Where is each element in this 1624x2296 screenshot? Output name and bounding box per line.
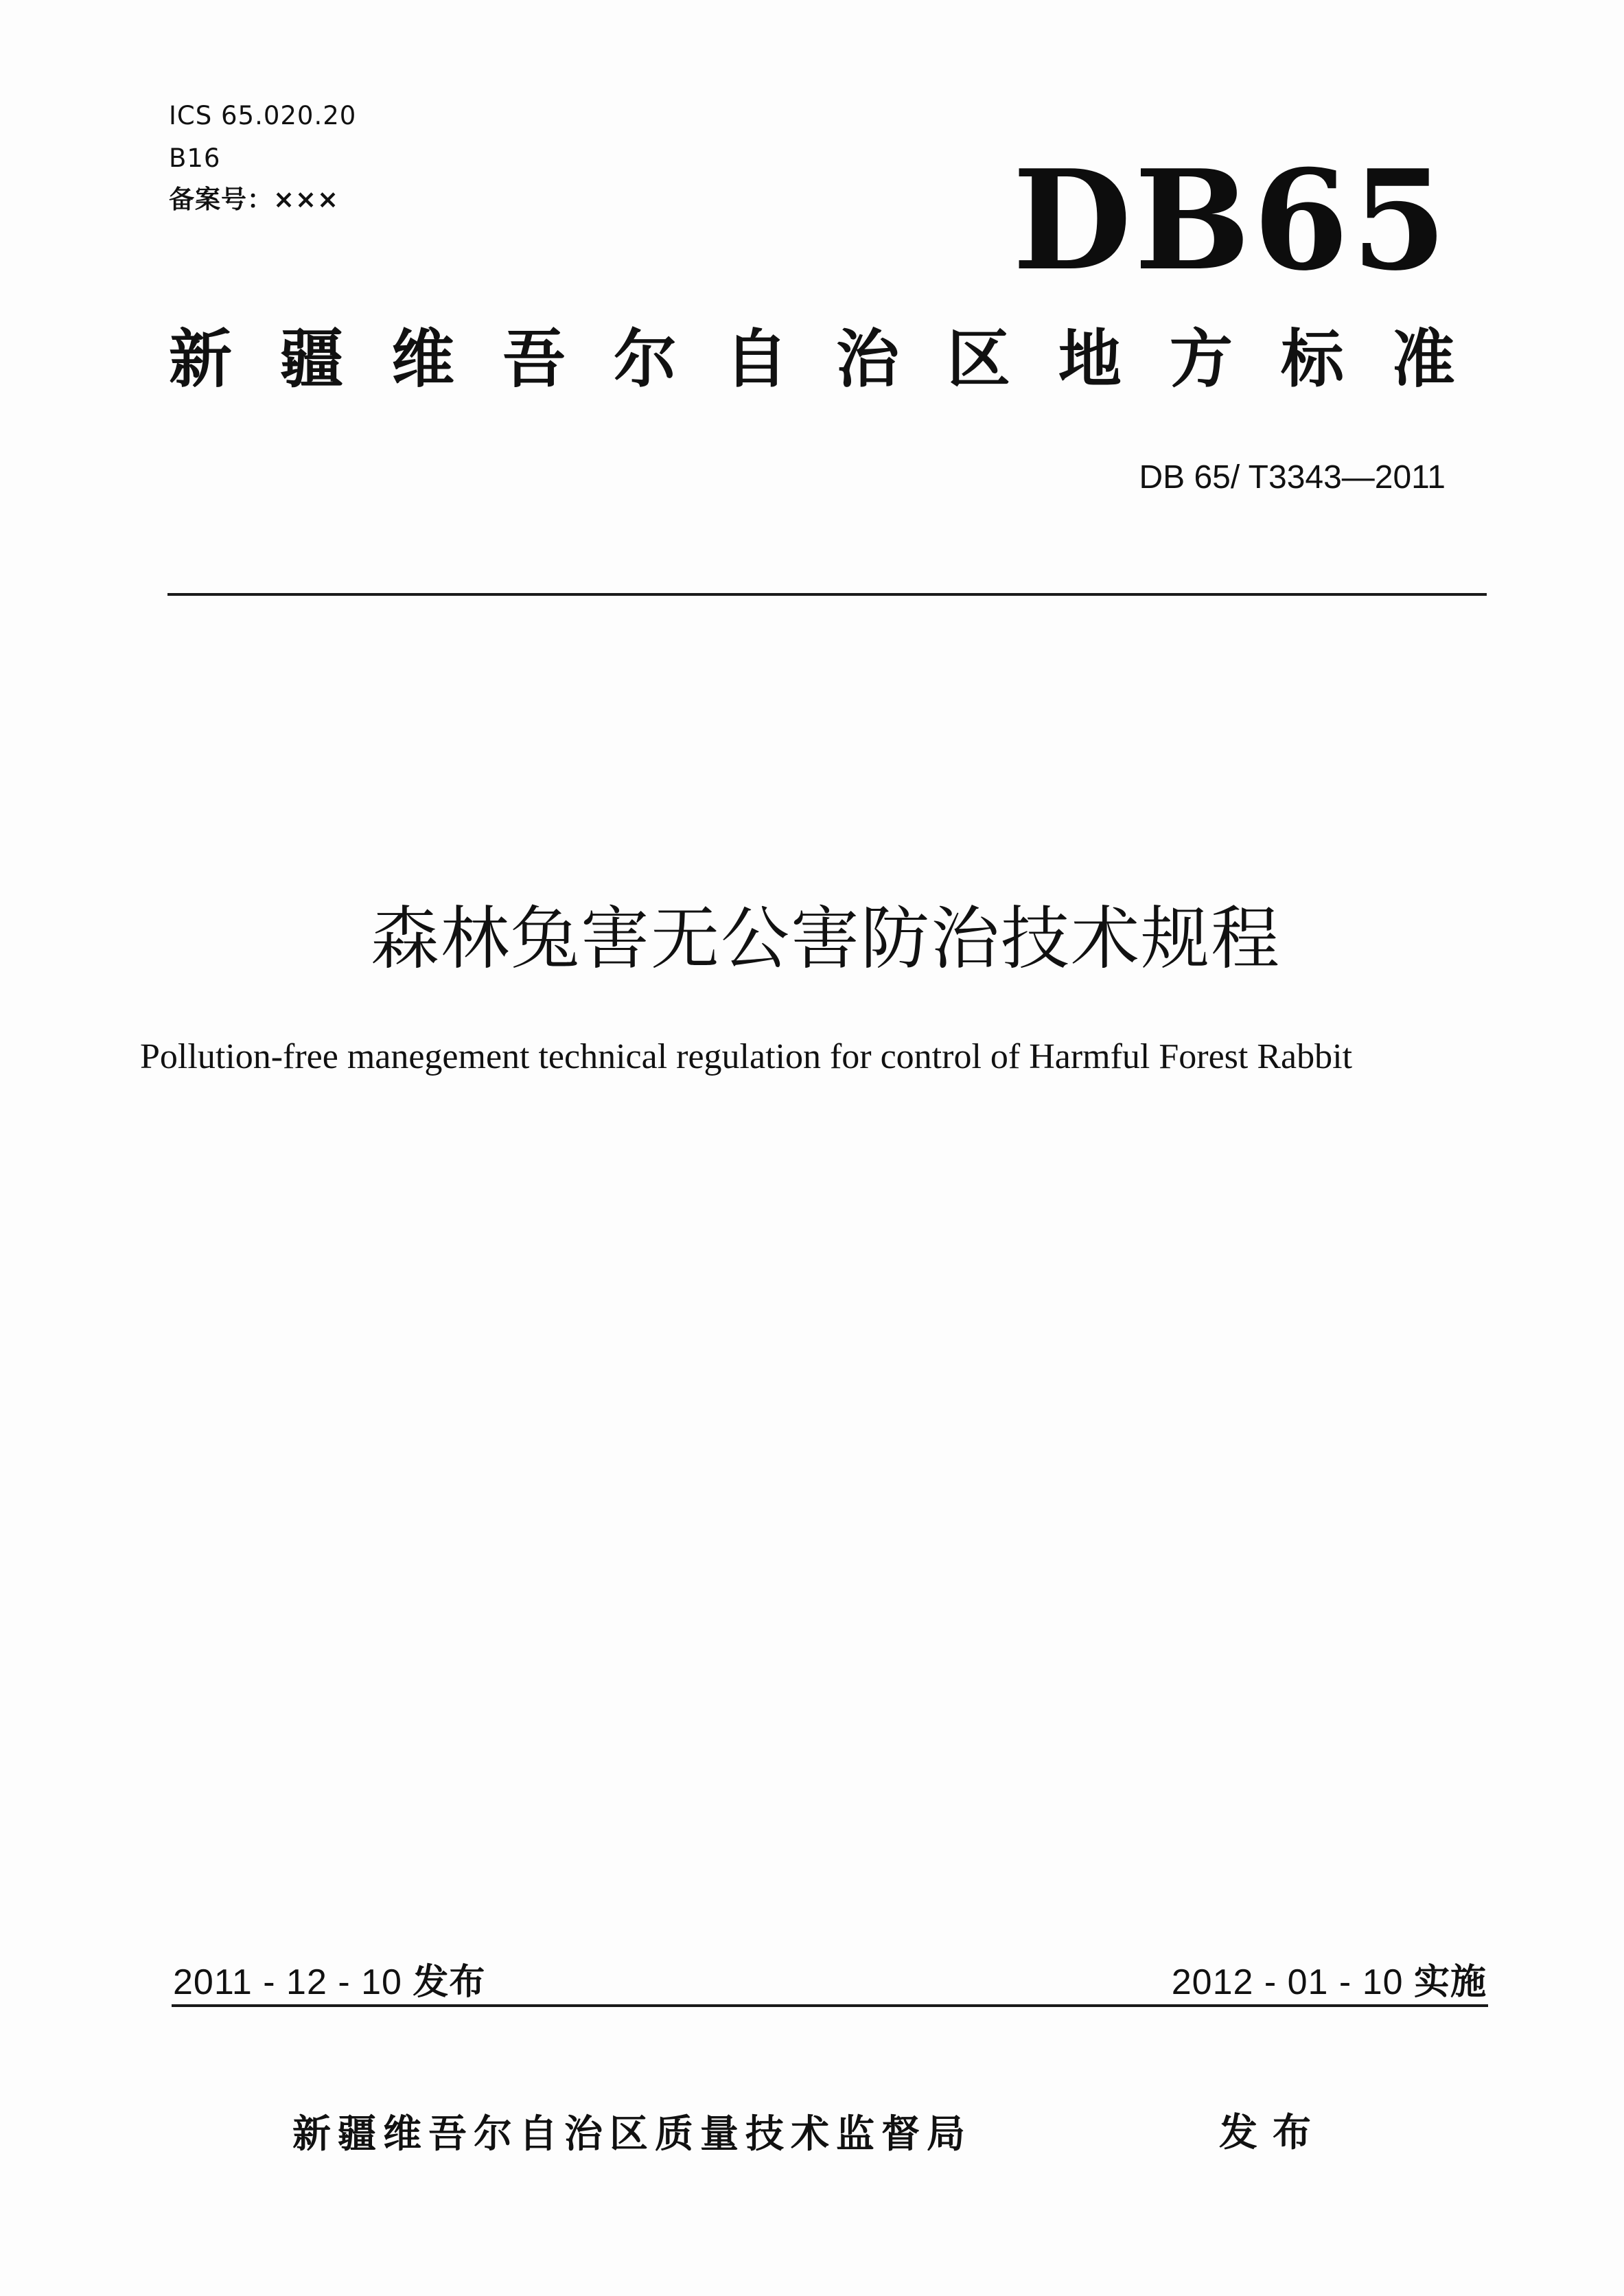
publish-label: 发布 [1219,2111,1326,2155]
document-title-chinese: 森林兔害无公害防治技术规程 [371,898,1281,979]
issue-date [173,1962,486,2003]
standard-category-title-char: 地 [1058,323,1122,396]
standard-category-title-char: 标 [1280,323,1344,396]
record-number: 备案号：××× [169,185,340,214]
db65-logo: DB65 [1012,140,1450,301]
effective-date [1171,1962,1487,2003]
ics-code: ICS 65.020.20 [169,101,357,130]
standard-number: DB 65/ T3343—2011 [1139,459,1446,496]
standard-category-title-char: 疆 [279,323,343,396]
standard-category-title-char: 吾 [502,323,566,396]
document-title-english: Pollution-free manegement technical regulation for control of Harmful Forest Rabbit [140,1037,1353,1076]
publisher-name: 新疆维吾尔自治区质量技术监督局 [292,2112,972,2157]
standard-category-title-char: 区 [947,323,1010,396]
effective-date-value: 2012 - 01 - 10 [1171,1962,1404,2002]
issue-date-value: 2011 - 12 - 10 [173,1962,402,2002]
top-divider [167,593,1487,596]
effective-date-label: 实施 [1413,1962,1487,2003]
standard-category-title-char: 治 [835,323,899,396]
standard-category-title [169,323,1455,396]
classification-code: B16 [169,143,221,173]
standard-category-title-char: 维 [391,323,454,396]
standard-category-title-char: 自 [724,323,788,396]
bottom-divider [172,2004,1488,2007]
standard-category-title-char: 新 [169,323,233,396]
standard-category-title-char: 方 [1169,323,1233,396]
issue-date-label: 发布 [413,1962,486,2003]
standard-category-title-char: 准 [1391,323,1455,396]
standard-category-title-char: 尔 [613,323,677,396]
